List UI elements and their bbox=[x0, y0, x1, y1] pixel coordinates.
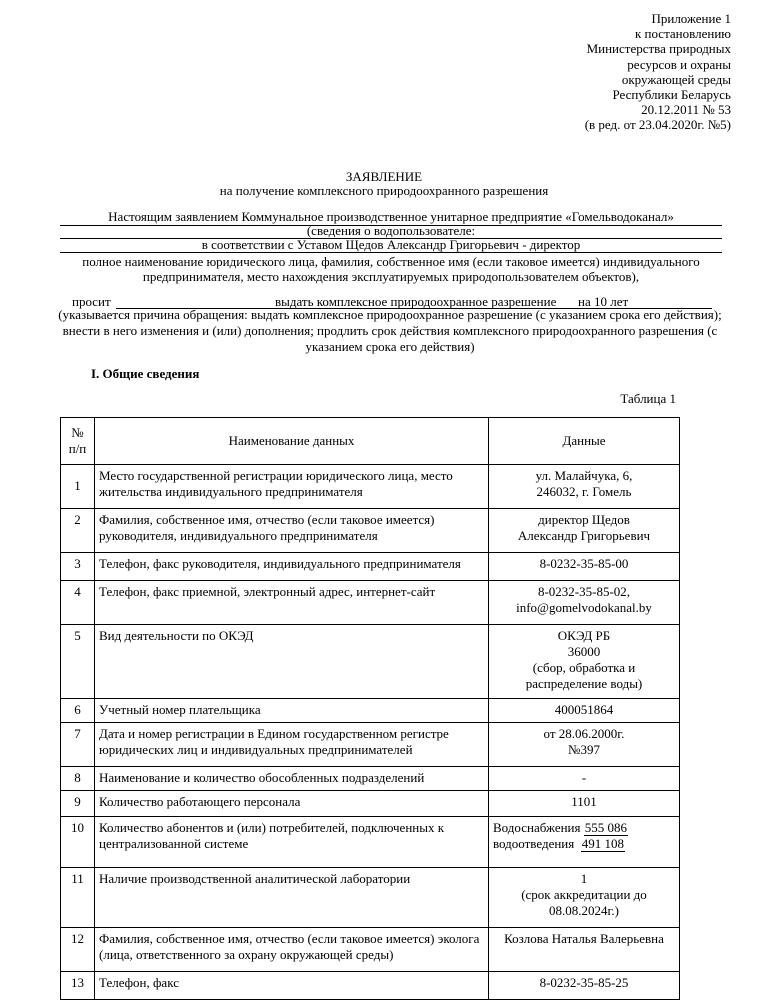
row-value: - bbox=[489, 767, 680, 791]
header-num-text: № п/п bbox=[68, 424, 87, 456]
general-info-table bbox=[60, 417, 680, 1000]
request-term: на 10 лет bbox=[578, 294, 629, 309]
header-name: Наименование данных bbox=[95, 418, 489, 465]
table-row bbox=[61, 553, 680, 581]
approval-line: Республики Беларусь bbox=[612, 87, 731, 103]
row-num: 10 bbox=[61, 817, 95, 868]
row-value: 8-0232-35-85-02, info@gomelvodokanal.by bbox=[489, 581, 680, 625]
table-row bbox=[61, 767, 680, 791]
approval-line: ресурсов и охраны bbox=[627, 56, 731, 72]
table-header-row bbox=[61, 418, 680, 465]
table-row bbox=[61, 509, 680, 553]
water-supply-line bbox=[493, 820, 675, 836]
approval-line: 20.12.2011 № 53 bbox=[641, 102, 731, 118]
row-name: Фамилия, собственное имя, отчество (если таковое имеется) эколога (лица, ответственного за охрану окружающей среды) bbox=[95, 928, 489, 972]
row-num: 2 bbox=[61, 509, 95, 553]
row-num: 3 bbox=[61, 553, 95, 581]
row-num: 13 bbox=[61, 972, 95, 1000]
row-value: 1101 bbox=[489, 791, 680, 817]
row-value: от 28.06.2000г. №397 bbox=[489, 723, 680, 767]
row-value: Козлова Наталья Валерьевна bbox=[489, 928, 680, 972]
row-name: Учетный номер плательщика bbox=[95, 699, 489, 723]
row-value: 8-0232-35-85-00 bbox=[489, 553, 680, 581]
row-num: 5 bbox=[61, 625, 95, 699]
table-row bbox=[61, 868, 680, 928]
table-row bbox=[61, 581, 680, 625]
table-row bbox=[61, 928, 680, 972]
table-row bbox=[61, 723, 680, 767]
approval-line: Приложение 1 bbox=[651, 11, 731, 26]
row-num: 9 bbox=[61, 791, 95, 817]
intro-line-3: в соответствии с Уставом Щедов Александр Григорьевич - директор bbox=[60, 237, 722, 253]
approval-block bbox=[585, 11, 731, 133]
intro-note: полное наименование юридического лица, фамилия, собственное имя (если таковое имеется) индивидуального предпринимателя, место нахождения эксплуатируемых природопользователем объектов), bbox=[82, 254, 700, 284]
row-value: ОКЭД РБ 36000 (сбор, обработка и распределение воды) bbox=[489, 625, 680, 699]
request-label: просит bbox=[72, 294, 111, 309]
document-subtitle: на получение комплексного природоохранного разрешения bbox=[219, 183, 549, 198]
row-value: директор Щедов Александр Григорьевич bbox=[489, 509, 680, 553]
intro-line-1: Настоящим заявлением Коммунальное производственное унитарное предприятие «Гомельводоканал» bbox=[60, 209, 722, 226]
table-row bbox=[61, 791, 680, 817]
table-row bbox=[61, 972, 680, 1000]
request-text: выдать комплексное природоохранное разрешение bbox=[275, 294, 557, 309]
header-num bbox=[61, 418, 95, 465]
approval-line: к постановлению bbox=[634, 26, 731, 42]
row-name: Наличие производственной аналитической лаборатории bbox=[95, 868, 489, 928]
row-value: 400051864 bbox=[489, 699, 680, 723]
drainage-line bbox=[493, 836, 675, 852]
header-value: Данные bbox=[489, 418, 680, 465]
drainage-label: водоотведения bbox=[493, 836, 575, 851]
water-supply-label: Водоснабжения bbox=[493, 820, 581, 835]
section-title: I. Общие сведения bbox=[91, 366, 200, 381]
table-row bbox=[61, 817, 680, 868]
row-value-subscribers bbox=[489, 817, 680, 868]
row-num: 12 bbox=[61, 928, 95, 972]
row-name: Дата и номер регистрации в Едином государственном регистре юридических лиц и индивидуальных предпринимателей bbox=[95, 723, 489, 767]
intro-line-2: (сведения о водопользователе: bbox=[60, 223, 722, 239]
row-num: 1 bbox=[61, 465, 95, 509]
row-name: Телефон, факс bbox=[95, 972, 489, 1000]
row-name: Наименование и количество обособленных подразделений bbox=[95, 767, 489, 791]
table-label: Таблица 1 bbox=[620, 391, 676, 406]
row-num: 6 bbox=[61, 699, 95, 723]
row-num: 4 bbox=[61, 581, 95, 625]
approval-line: Министерства природных bbox=[586, 41, 731, 57]
row-name: Вид деятельности по ОКЭД bbox=[95, 625, 489, 699]
row-name: Телефон, факс руководителя, индивидуального предпринимателя bbox=[95, 553, 489, 581]
row-name: Телефон, факс приемной, электронный адрес, интернет-сайт bbox=[95, 581, 489, 625]
row-name: Количество абонентов и (или) потребителей, подключенных к централизованной системе bbox=[95, 817, 489, 868]
request-note: (указывается причина обращения: выдать комплексное природоохранное разрешение (с указанием срока его действия); внести в него изменения и (или) дополнения; продлить срок действия комплексного природоохранного разрешения (с указанием срока его действия) bbox=[58, 307, 722, 354]
row-num: 8 bbox=[61, 767, 95, 791]
water-supply-value: 555 086 bbox=[584, 820, 627, 835]
row-value: 1 (срок аккредитации до 08.08.2024г.) bbox=[489, 868, 680, 928]
row-num: 11 bbox=[61, 868, 95, 928]
document-title: ЗАЯВЛЕНИЕ bbox=[345, 169, 423, 184]
table-row bbox=[61, 699, 680, 723]
table-row bbox=[61, 465, 680, 509]
row-num: 7 bbox=[61, 723, 95, 767]
row-name: Фамилия, собственное имя, отчество (если таковое имеется) руководителя, индивидуального предпринимателя bbox=[95, 509, 489, 553]
drainage-value: 491 108 bbox=[581, 836, 624, 851]
row-name: Количество работающего персонала bbox=[95, 791, 489, 817]
table-row bbox=[61, 625, 680, 699]
row-value: ул. Малайчука, 6, 246032, г. Гомель bbox=[489, 465, 680, 509]
row-value: 8-0232-35-85-25 bbox=[489, 972, 680, 1000]
approval-line: (в ред. от 23.04.2020г. №5) bbox=[584, 117, 731, 133]
row-name: Место государственной регистрации юридического лица, место жительства индивидуального предпринимателя bbox=[95, 465, 489, 509]
approval-line: окружающей среды bbox=[621, 71, 731, 87]
